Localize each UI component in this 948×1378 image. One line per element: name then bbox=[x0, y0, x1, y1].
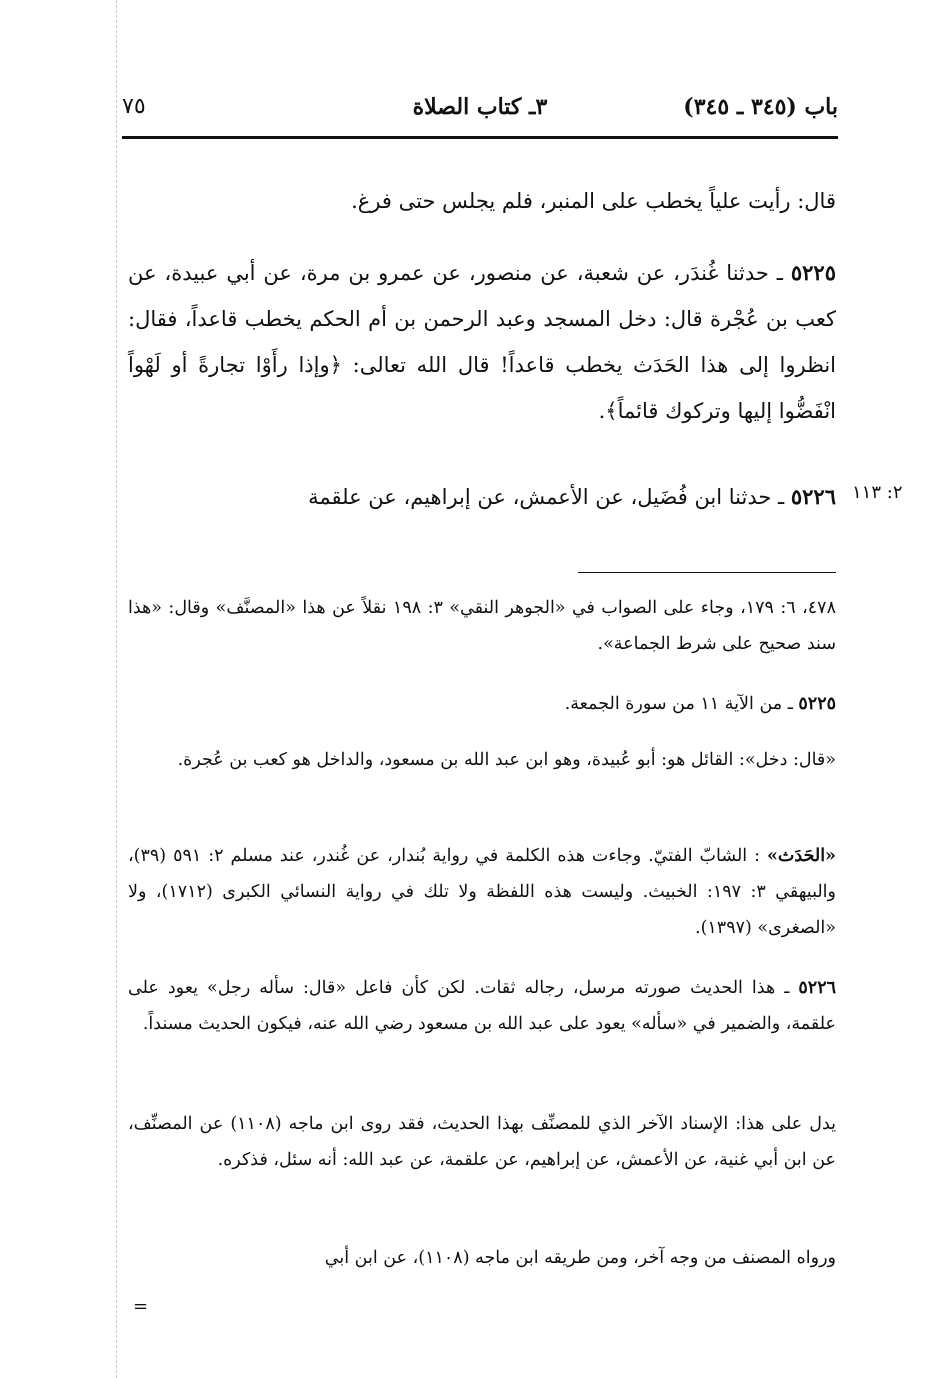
intro-text: قال: رأيت علياً يخطب على المنبر، فلم يجلس حتى فرغ. bbox=[351, 189, 836, 213]
hadith-number: ٥٢٢٥ bbox=[790, 260, 836, 285]
hadith-text: ـ حدثنا غُندَر، عن شعبة، عن منصور، عن عمرو بن مرة، عن أبي عبيدة، عن كعب بن عُجْرة قال: دخل المسجد وعبد الرحمن بن أم الحكم يخطب قاعداً، فقال: انظروا إلى هذا الحَدَث يخطب قاعداً! قال الله تعالى: ﴿وإذا رأَوْا تجارةً أو لَهْواً انْفَضُّوا إليها وتركوك قائماً﴾. bbox=[128, 261, 836, 423]
footnote-text: «قال: دخل»: القائل هو: أبو عُبيدة، وهو ابن عبد الله بن مسعود، والداخل هو كعب بن عُجرة. bbox=[177, 750, 836, 770]
footnote-number: ٥٢٢٥ bbox=[798, 694, 836, 714]
footnote-number: ٥٢٢٦ bbox=[798, 978, 836, 998]
footnote-text: ـ من الآية ١١ من سورة الجمعة. bbox=[564, 694, 799, 714]
hadith-text: ـ حدثنا ابن فُضَيل، عن الأعمش، عن إبراهيم، عن علقمة bbox=[308, 485, 791, 509]
hadith-5225 bbox=[128, 250, 836, 434]
footnote-text: : الشابّ الفتيّ. وجاءت هذه الكلمة في رواية بُندار، عن غُندر، عند مسلم ٢: ٥٩١ (٣٩)، والبيهقي ٣: ١٩٧: الخبيث. وليست هذه اللفظة ولا تلك في رواية النسائي الكبرى (١٧١٢)، ولا «الصغرى» (١٣٩٧). bbox=[128, 846, 836, 938]
footnote-continued bbox=[128, 590, 836, 662]
header-rule bbox=[122, 136, 838, 139]
footnote-text: ٤٧٨، ٦: ١٧٩، وجاء على الصواب في «الجوهر النقي» ٣: ١٩٨ نقلاً عن هذا «المصنَّف» وقال: «هذا سند صحيح على شرط الجماعة». bbox=[128, 598, 836, 654]
footnote-al-hadath bbox=[128, 838, 836, 946]
footnote-5226 bbox=[128, 970, 836, 1042]
footnote-text: ورواه المصنف من وجه آخر، ومن طريقه ابن ماجه (١١٠٨)، عن ابن أبي bbox=[324, 1248, 836, 1268]
running-header bbox=[122, 88, 838, 134]
footnote-text: ـ هذا الحديث صورته مرسل، رجاله ثقات. لكن كأن فاعل «قال: سأله رجل» يعود على علقمة، والضمير في «سأله» يعود على عبد الله بن مسعود رضي الله عنه، فيكون الحديث مسنداً. bbox=[128, 978, 836, 1034]
page-edge-guide bbox=[116, 0, 117, 1378]
continuation-mark: = bbox=[133, 1296, 149, 1317]
hadith-5226 bbox=[128, 474, 836, 520]
book-title: ٣ـ كتاب الصلاة bbox=[412, 94, 548, 120]
margin-reference: ٢: ١١٣ bbox=[852, 482, 903, 503]
footnote-separator bbox=[578, 572, 836, 573]
footnote-evidence bbox=[128, 1106, 836, 1178]
main-paragraph-intro bbox=[128, 178, 836, 224]
page-number: ٧٥ bbox=[122, 94, 146, 119]
footnote-text: يدل على هذا: الإسناد الآخر الذي للمصنِّف بهذا الحديث، فقد روى ابن ماجه (١١٠٨) عن المصنِّف، عن ابن أبي غنية، عن الأعمش، عن إبراهيم، عن علقمة، عن عبد الله: أنه سئل، فذكره. bbox=[128, 1114, 836, 1170]
hadith-number: ٥٢٢٦ bbox=[790, 484, 836, 509]
footnote-5225 bbox=[128, 686, 836, 722]
footnote-term: «الحَدَث» bbox=[766, 846, 836, 866]
footnote-other-chain bbox=[128, 1240, 836, 1276]
chapter-range: باب (٣٤٥ ـ ٣٤٥) bbox=[683, 94, 838, 120]
footnote-qala-dakhala bbox=[128, 742, 836, 778]
